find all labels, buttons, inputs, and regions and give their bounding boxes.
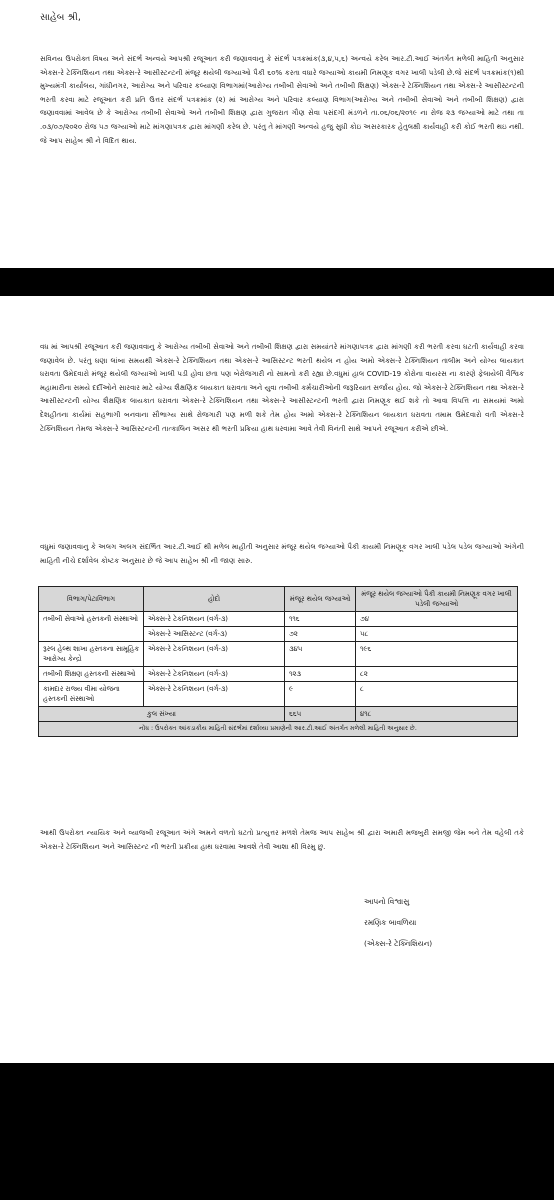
post-cell: એક્સ-રે આસિસ્ટન્ટ (વર્ગ-૩) <box>144 627 285 642</box>
table-header-row <box>39 587 518 612</box>
table-row <box>39 667 518 682</box>
post-cell: એક્સ-રે ટેકનિશયન (વર્ગ-૩) <box>144 642 285 667</box>
vacant-cell: ૭૪ <box>356 612 518 627</box>
vacancy-table <box>38 586 518 737</box>
total-label: કુલ સંખ્યા <box>39 707 285 722</box>
sanctioned-cell: ૩૪૫ <box>285 642 356 667</box>
dept-cell: રૂરલ હેલ્થ શાખા હસ્તકના સામૂહિક આરોગ્ય કેન્દ્રો <box>39 642 144 667</box>
post-cell: એક્સ-રે ટેકનિશયન (વર્ગ-૩) <box>144 682 285 707</box>
header-sanctioned: મંજૂર થયેલ જગ્યાઓ <box>285 587 356 612</box>
table-row <box>39 682 518 707</box>
request-paragraph: વધ માં આપશ્રી રજૂઆત કરી જણાવવાનુ કે આરોગ્ય તબીબી સેવાઓ અને તબીબી શિક્ષણ દ્વારા સમયાંતરે માંગણાપત્રક દ્વારા માંગણી કરી ભરતી કરવા ઘટતી કાર્યવાહી કરવા જણાવેલ છે. પરંતુ ઘણા લાંબા સમયથી એક્સ-રે ટેક્નિશિયન તથા એક્સ-રે આસિસ્ટન્ટ ભરતી થયેલ ન હોય અમો એક્સ-રે ટેક્નિશિયન તાલીમ અને યોગ્ય લાયકાત ધરાવતા ઉમેદવારો મંજૂર થયેલી જગ્યાઓ ખાલી પડી હોવા છતા પણ બેરોજગારી નો સામનો કરી રહ્યા છે.વધુમાં હાલ COVID-19 કોરોના વાયરસ ના કારણે ફેલાયેલી વૈશ્વિક મહામારીના સમયે દર્દીઓને સારવાર માટે યોગ્ય શૈક્ષણિક લાયકાત ધરાવતા અને યુવા તબીબી કર્મચારીઓની જરૂરિયાત સર્જાય હોય. જો એક્સ-રે ટેક્નિશિયન તથા એક્સ-રે આસીસ્ટન્ટની યોગ્ય શૈક્ષણિક લાયકાત ધરાવતા એક્સ-રે ટેક્નિશિયન તથા એક્સ-રે આસીસ્ટન્ટની ભરતી દ્વારા નિમણૂક થઈ શકે તો આવા વિપત્તિ ના સમયમાં અમો દેશહીતના કાર્યમાં સહભાગી બનવાના સૌભાગ્ય સાથે રોજગારી પણ મળી શકે તેમ હોય અમો એક્સ-રે ટેક્નિશિયન લાયકાત ધરાવતા તમામ ઉમેદવારો વતી એક્સ-રે ટેક્નિશિયન તેમજ એક્સ-રે આસિસ્ટન્ટની તાત્કાલિન અસર થી ભરતી પ્રક્રિયા હાથ ધરવામા આવે તેવી વિનંતી સાથે આપને રજૂઆત કરીએ છીએ. <box>40 342 524 433</box>
total-vacant: ૪૧૮ <box>356 707 518 722</box>
dept-cell: તબીબી સેવાઓ હસ્તકની સંસ્થાઓ <box>39 612 144 642</box>
dept-cell: કામદાર રાજ્ય વીમા યોજના હસ્તકની સંસ્થાઓ <box>39 682 144 707</box>
table-row <box>39 612 518 627</box>
vacant-cell: ૧૯૬ <box>356 642 518 667</box>
note-row <box>39 722 518 737</box>
intro-paragraph: સવિનય ઉપરોક્ત વિષય અને સંદર્ભ અન્વયે આપશ્રી રજૂઆત કરી જણાવવાનુ કે સંદર્ભ પત્રક્રમાંક(૩,૪,૫,૬) અન્વયે કરેલ આર.ટી.આઈ અંતર્ગત મળેલી માહિતી અનુસાર એક્સ-રે ટેક્નિશિયન તથા એક્સ-રે આસીસ્ટન્ટની મંજૂર થયેલી જગ્યાઓ પૈકી ૬૦% કરતા વધારે જગ્યાઓ કાયમી નિમણૂક વગર ખાલી પડેલી છે.જે સંદર્ભ પત્રક્રમાંક(૧)થી મુખ્યમંત્રી કાર્યાલય, ગાંધીનગર, આરોગ્ય અને પરિવાર કલ્યાણ વિભાગમાં(આરોગ્ય તબીબી સેવાઓ અને તબીબી શિક્ષણ) એક્સ-રે ટેક્નિશિયન તથા એક્સ-રે આસીસ્ટન્ટની ભરતી કરવા માટે રજૂઆત કરી પ્રતિ ઉત્તર સંદર્ભ પત્રક્રમાંક (૨) માં આરોગ્ય અને પરિવાર કલ્યાણ વિભાગ(આરોગ્ય અને તબીબી સેવાઓ અને તબીબી શિક્ષણ) દ્વારા જણાવવામાં આવેલ છે કે આરોગ્ય તબીબી સેવાઓ અને તબીબી શિક્ષણ દ્વારા ગુજરાત ગૌણ સેવા પસંદગી મંડળને તા.૦૬/૦૬/૨૦૧૯ ના રોજ ૨૩ જગ્યાઓ માટે તથા તા .૦૩/૦૭/૨૦૨૦ રોજ ૫૭ જગ્યાઓ માટે માંગણાપત્રક દ્વારા માંગણી કરેલ છે. પરંતુ તે માંગણી અન્વયે હજુ સુધી કોઇ અસરકારક હેતુલક્ષી કાર્યવાહી કરી કોઈ ભરતી થઇ નથી. જે આપ સાહેબ શ્રી ને વિદિત થાય. <box>40 54 524 145</box>
signatory-designation: (એક્સ-રે ટેક્નિશિયન) <box>364 939 433 948</box>
header-vacant: મંજૂર થયેલ જગ્યાઓ પૈકી કાયમી નિમણૂક વગર ખાલી પડેલી જગ્યાઓ <box>356 587 518 612</box>
table-row <box>39 642 518 667</box>
signatory-name: રમણિક બાવળિયા <box>364 918 417 927</box>
vacant-cell: ૫૮ <box>356 627 518 642</box>
table-note: નોંધ : ઉપરોક્ત આંકડાકીય માહિતી સંદર્ભમાં દર્શાવ્યા પ્રમાણેની આર.ટી.આઈ અંતર્ગત મળેલી માહિતી અનુસાર છે. <box>39 722 518 737</box>
total-sanctioned: ૬૬૫ <box>285 707 356 722</box>
post-cell: એક્સ-રે ટેકનિશયન (વર્ગ-૩) <box>144 667 285 682</box>
header-post: હોદો <box>144 587 285 612</box>
letter-page-1 <box>0 0 554 268</box>
dept-cell: તબીબી શિક્ષણ હસ્તકની સંસ્થાઓ <box>39 667 144 682</box>
sanctioned-cell: ૧૨૩ <box>285 667 356 682</box>
sanctioned-cell: ૯ <box>285 682 356 707</box>
header-department: વિભાગ/પેટાવિભાગ <box>39 587 144 612</box>
salutation: સાહેબ શ્રી, <box>40 12 81 23</box>
closing-paragraph: આથી ઉપરોક્ત ન્યાયિક અને વ્યાજબી રજૂઆત અંગે અમને વળતો ઘટતો પ્રત્યુત્તર મળશે તેમજ આપ સાહેબ શ્રી દ્વારા અમારી મજબુરી સમજી જેમ બને તેમ વહેલી તકે એક્સ-રે ટેક્નિશિયન અને આસિસ્ટન્ટ ની ભરતી પ્રક્રીયા હાથ ધરવામા આવશે તેવી આશા થી વિરમુ છુ. <box>40 828 524 851</box>
letter-page-2 <box>0 296 554 1063</box>
vacant-cell: ૮૨ <box>356 667 518 682</box>
table-intro-paragraph: વધુમાં જણાવવાનુ કે અલગ અલગ સંદર્ભિત આર.ટી.આઈ થી મળેલ માહીતી અનુસાર મંજૂર થયેલ જગ્યાઓ પૈકી કાયમી નિમણૂક વગર ખાલી પડેલ પડેલ જગ્યાઓ અંગેની માહિતી નીચે દર્શાવેલ કોષ્ટક અનુસાર છે જે આપ સાહેબ શ્રી ની જાણ સારુ. <box>40 542 524 565</box>
sanctioned-cell: ૭૨ <box>285 627 356 642</box>
total-row <box>39 707 518 722</box>
vacant-cell: ૮ <box>356 682 518 707</box>
closing-text: આપનો વિશ્વાસુ <box>364 897 410 906</box>
sanctioned-cell: ૧૧૬ <box>285 612 356 627</box>
post-cell: એક્સ-રે ટેકનિશયન (વર્ગ-૩) <box>144 612 285 627</box>
